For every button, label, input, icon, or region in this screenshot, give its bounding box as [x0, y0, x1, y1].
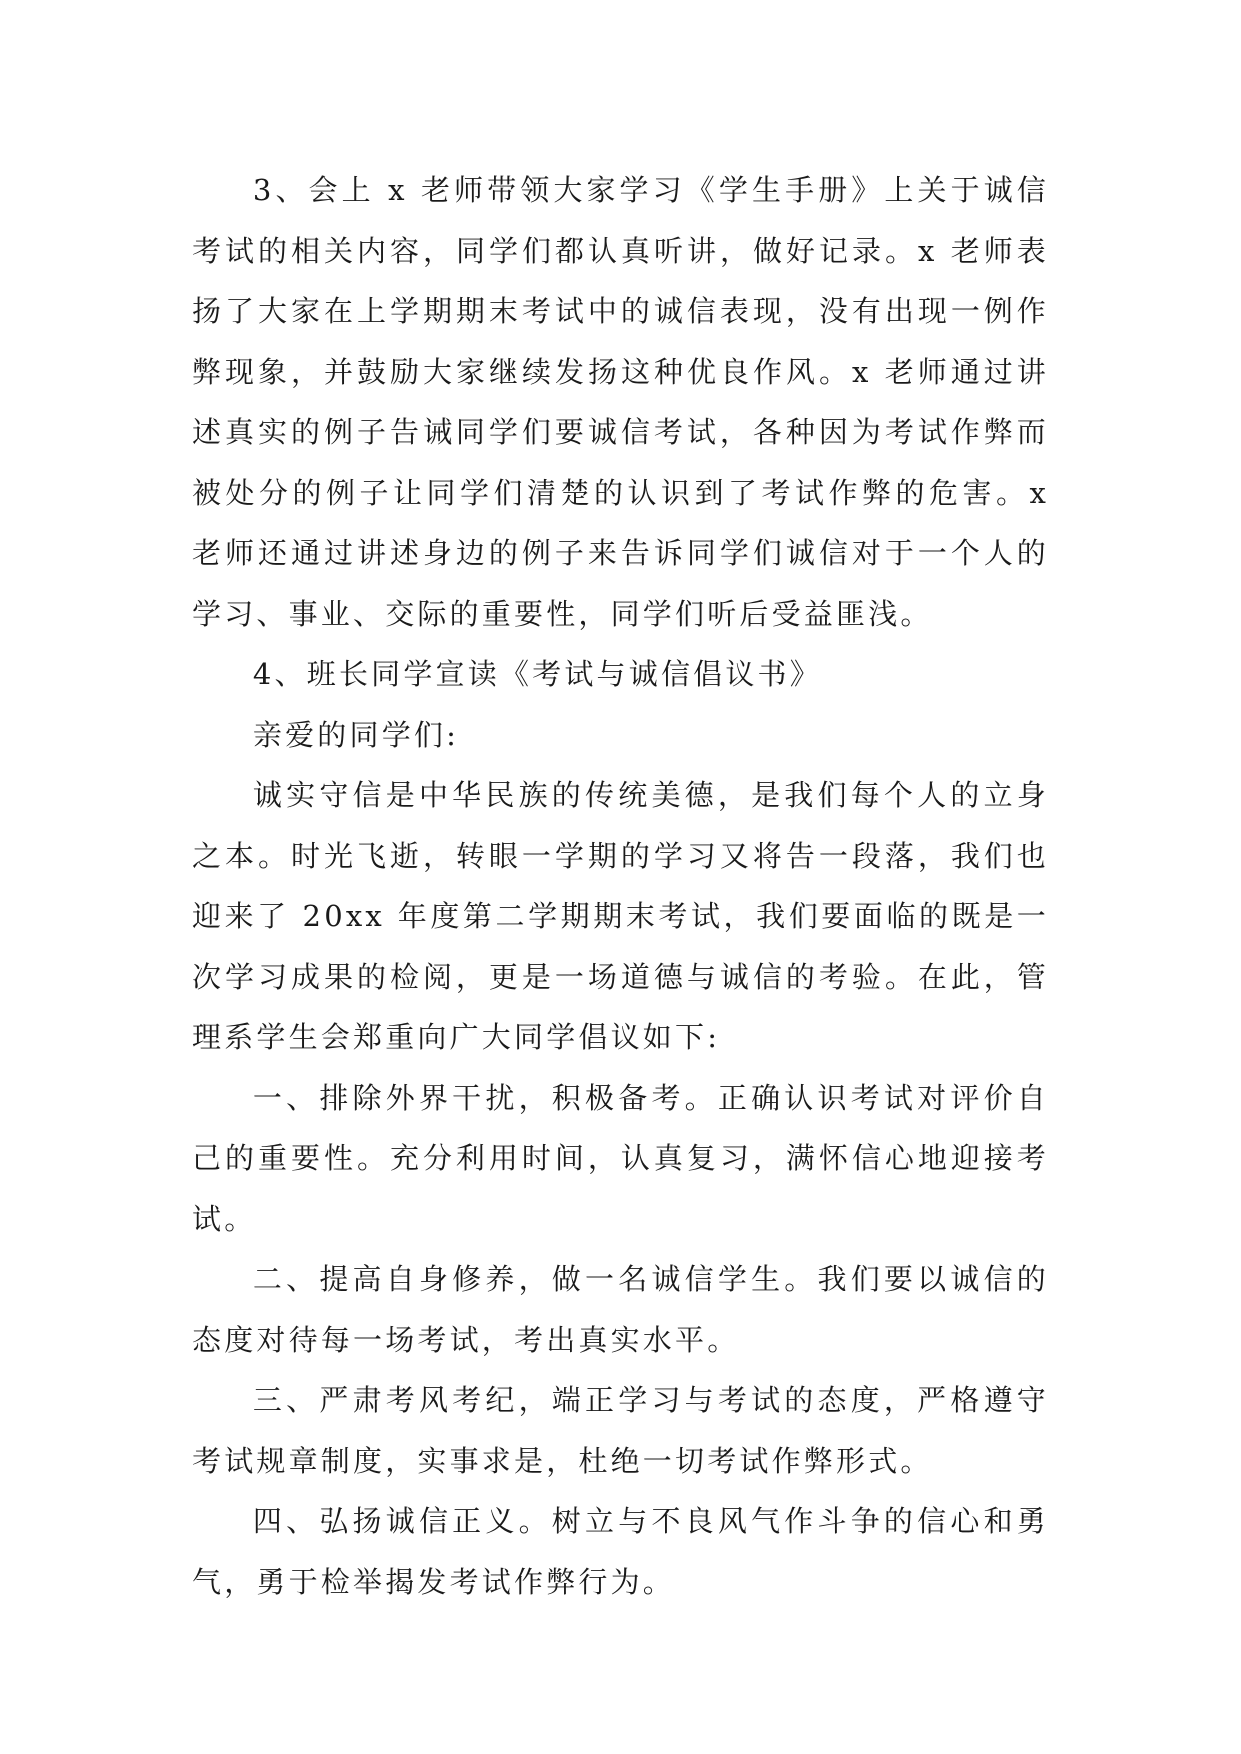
- paragraph-salutation: 亲爱的同学们:: [252, 717, 460, 752]
- document-body: [192, 160, 1049, 1612]
- paragraph-meeting-item-4: 4、班长同学宣读《考试与诚信倡议书》: [252, 657, 822, 691]
- paragraph-proposal-intro: 诚实守信是中华民族的传统美德，是我们每个人的立身之本。时光飞逝，转眼一学期的学习又将告一段落，我们也迎来了 20xx 年度第二学期期末考试，我们要面临的既是一次学习成果的检阅，更是一场道德与诚信的考验。在此，管理系学生会郑重向广大同学倡议如下:: [192, 778, 1049, 1054]
- paragraph-proposal-4: 四、弘扬诚信正义。树立与不良风气作斗争的信心和勇气，勇于检举揭发考试作弊行为。: [192, 1504, 1049, 1599]
- paragraph-proposal-2: 二、提高自身修养，做一名诚信学生。我们要以诚信的态度对待每一场考试，考出真实水平。: [192, 1262, 1049, 1357]
- paragraph-proposal-1: 一、排除外界干扰，积极备考。正确认识考试对评价自己的重要性。充分利用时间，认真复习，满怀信心地迎接考试。: [192, 1080, 1049, 1236]
- paragraph-meeting-item-3: 3、会上 x 老师带领大家学习《学生手册》上关于诚信考试的相关内容，同学们都认真听讲，做好记录。x 老师表扬了大家在上学期期末考试中的诚信表现，没有出现一例作弊现象，并鼓励大家继续发扬这种优良作风。x 老师通过讲述真实的例子告诫同学们要诚信考试，各种因为考试作弊而被处分的例子让同学们清楚的认识到了考试作弊的危害。x 老师还通过讲述身边的例子来告诉同学们诚信对于一个人的学习、事业、交际的重要性，同学们听后受益匪浅。: [192, 173, 1049, 631]
- paragraph-proposal-3: 三、严肃考风考纪，端正学习与考试的态度，严格遵守考试规章制度，实事求是，杜绝一切考试作弊形式。: [192, 1383, 1049, 1478]
